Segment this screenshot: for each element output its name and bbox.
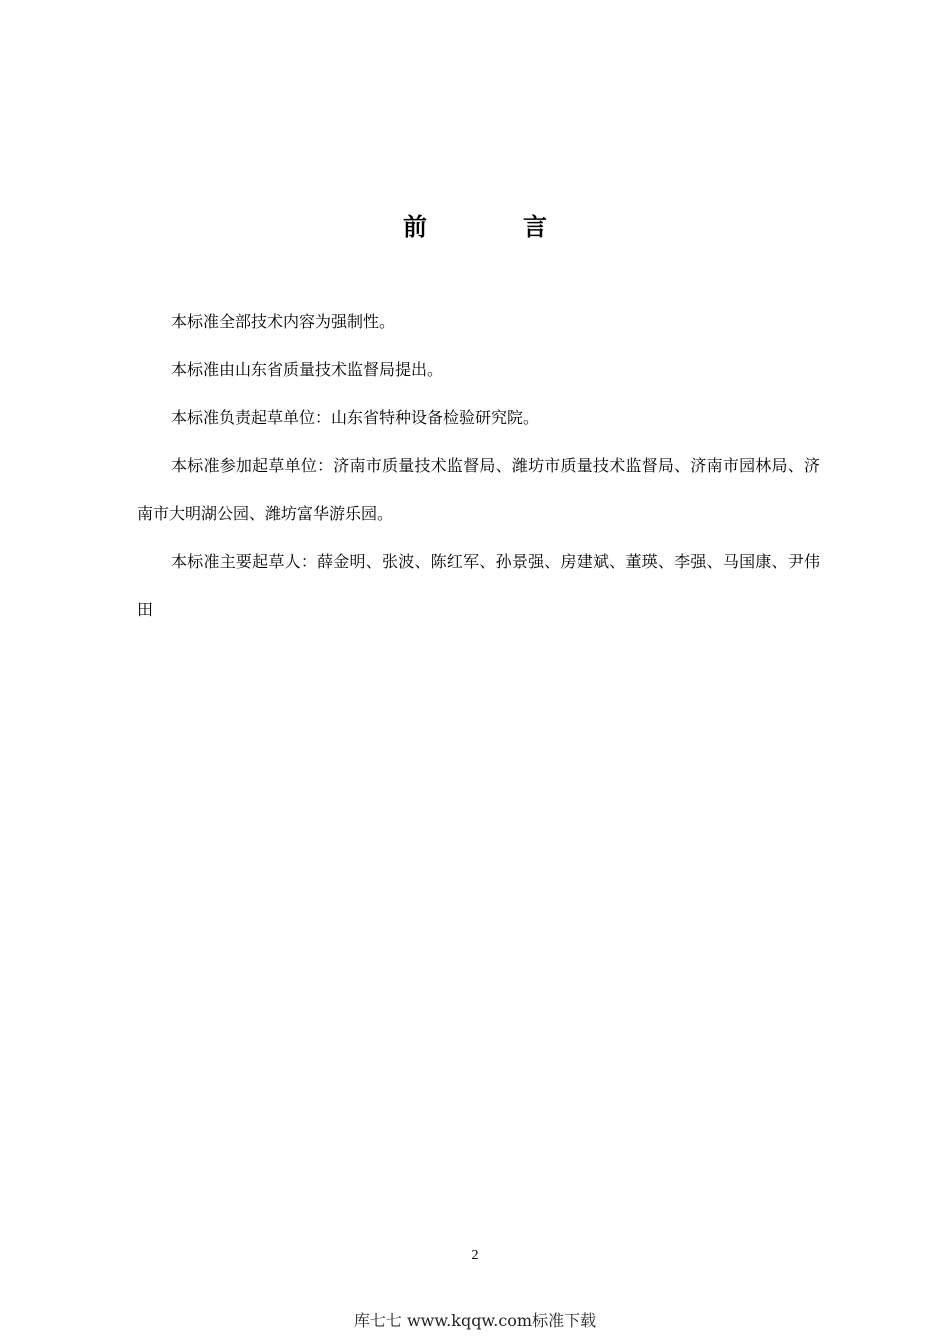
paragraph-proposer: 本标准由山东省质量技术监督局提出。 (171, 360, 444, 379)
paragraph-participating-drafters: 本标准参加起草单位：济南市质量技术监督局、潍坊市质量技术监督局、济南市园林局、济南市大明湖公园、潍坊富华游乐园。 (137, 456, 820, 523)
document-body (137, 298, 820, 634)
paragraph-lead-drafter: 本标准负责起草单位：山东省特种设备检验研究院。 (171, 408, 540, 427)
page-number: 2 (471, 1248, 479, 1263)
footer-watermark-text: 库七七 www.kqqw.com标准下载 (353, 1311, 597, 1330)
paragraph-mandatory: 本标准全部技术内容为强制性。 (171, 312, 396, 331)
page-title: 前 言 (403, 213, 583, 241)
paragraph-main-drafters: 本标准主要起草人：薛金明、张波、陈红军、孙景强、房建斌、董瑛、李强、马国康、尹伟田 (137, 552, 820, 619)
